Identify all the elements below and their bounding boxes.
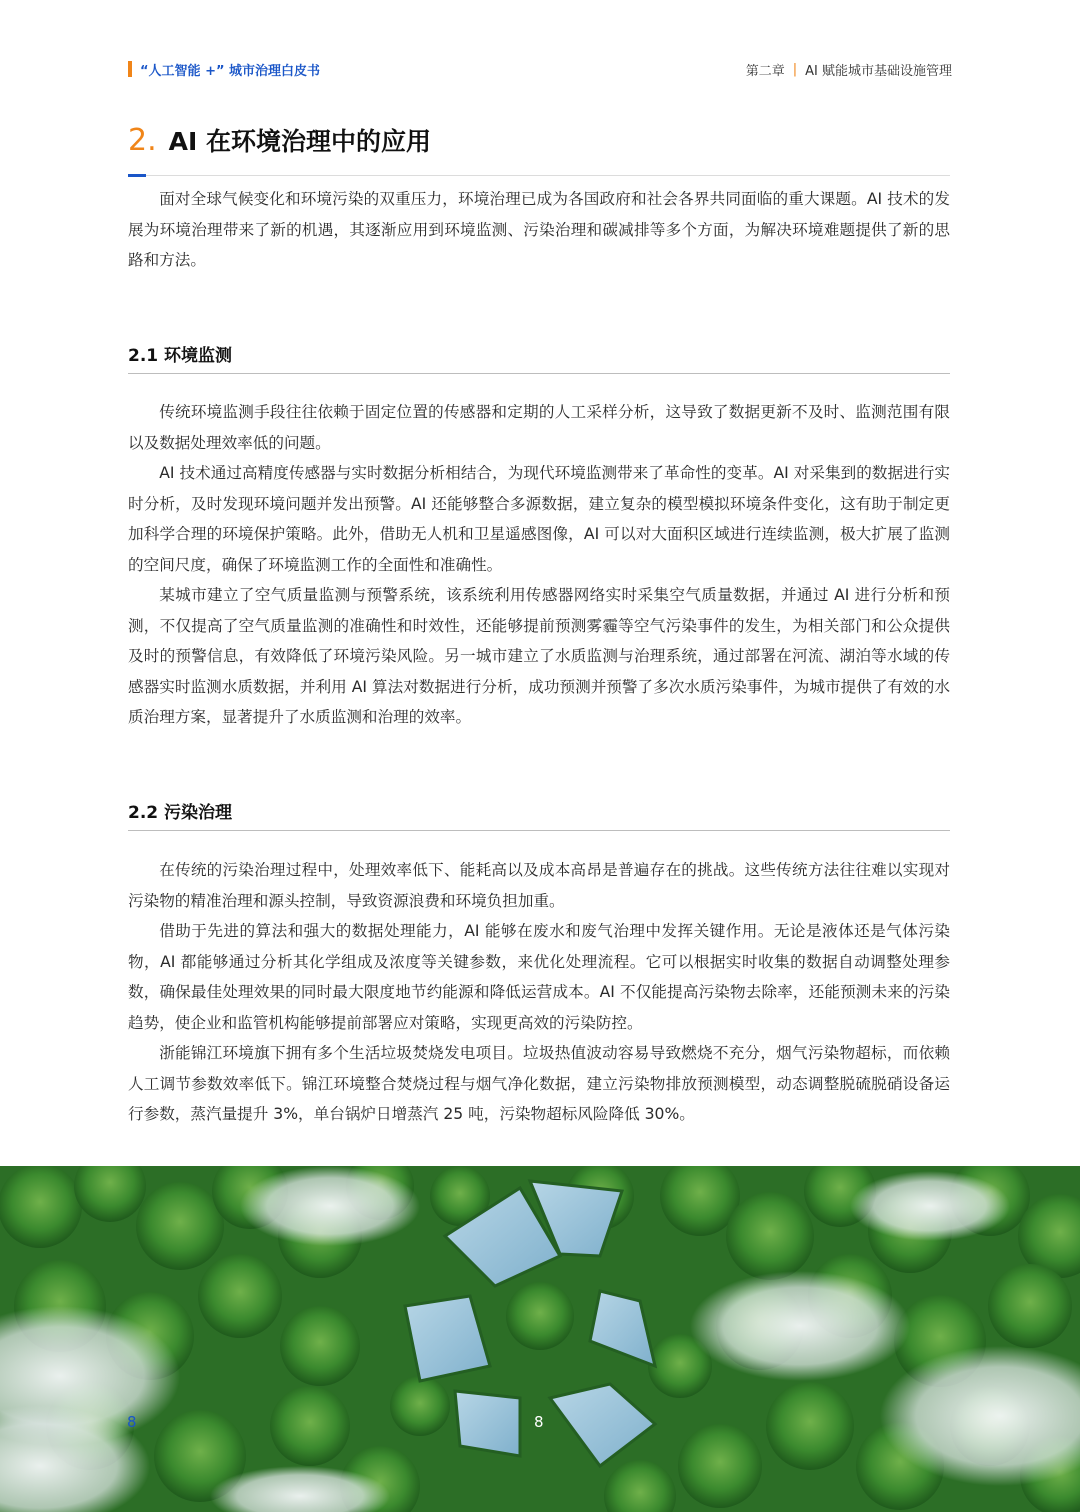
intro-paragraph: 面对全球气候变化和环境污染的双重压力，环境治理已成为各国政府和社会各界共同面临的重大课题。AI 技术的发展为环境治理带来了新的机遇，其逐渐应用到环境监测、污染治理和碳减排等多个方面，为解决环境难题提供了新的思路和方法。	[128, 190, 950, 269]
section-title: AI 在环境治理中的应用	[168, 127, 431, 156]
section-rule-accent	[128, 174, 146, 177]
page-number-center: 8	[534, 1413, 544, 1431]
subsection-rule	[128, 373, 950, 374]
header-divider: |	[792, 61, 798, 77]
paragraph: 传统环境监测手段往往依赖于固定位置的传感器和定期的人工采样分析，这导致了数据更新不及时、监测范围有限以及数据处理效率低的问题。	[128, 403, 950, 452]
paragraph: AI 技术通过高精度传感器与实时数据分析相结合，为现代环境监测带来了革命性的变革。AI 对采集到的数据进行实时分析，及时发现环境问题并发出预警。AI 还能够整合多源数据，建立复杂的模型模拟环境条件变化，这有助于制定更加科学合理的环境保护策略。此外，借助无人机和卫星遥感图像，AI 可以对大面积区域进行连续监测，极大扩展了监测的空间尺度，确保了环境监测工作的全面性和准确性。	[128, 464, 950, 574]
paragraph: 借助于先进的算法和强大的数据处理能力，AI 能够在废水和废气治理中发挥关键作用。无论是液体还是气体污染物，AI 都能够通过分析其化学组成及浓度等关键参数，来优化处理流程。它可以根据实时收集的数据自动调整处理参数，确保最佳处理效果的同时最大限度地节约能源和降低运营成本。AI 不仅能提高污染物去除率，还能预测未来的污染趋势，使企业和监管机构能够提前部署应对策略，实现更高效的污染防控。	[128, 922, 950, 1032]
section-number: 2.	[128, 123, 157, 158]
section-intro	[128, 184, 950, 276]
page-number: 8	[127, 1413, 137, 1431]
section-heading	[128, 122, 431, 158]
document-title: “人工智能 +” 城市治理白皮书	[140, 63, 321, 79]
paragraph: 某城市建立了空气质量监测与预警系统，该系统利用传感器网络实时采集空气质量数据，并通过 AI 进行分析和预测，不仅提高了空气质量监测的准确性和时效性，还能够提前预测雾霾等空气污染事件的发生，为相关部门和公众提供及时的预警信息，有效降低了环境污染风险。另一城市建立了水质监测与治理系统，通过部署在河流、湖泊等水域的传感器实时监测水质数据，并利用 AI 算法对数据进行分析，成功预测并预警了多次水质污染事件，为城市提供了有效的水质治理方案，显著提升了水质监测和治理的效率。	[128, 586, 950, 726]
section-rule	[128, 175, 950, 176]
recycle-icon	[0, 1166, 1080, 1512]
forest-recycle-photo	[0, 1166, 1080, 1512]
chapter-label: 第二章	[745, 63, 785, 79]
header-accent-bar	[128, 61, 132, 77]
subsection-title-monitoring: 2.1 环境监测	[128, 346, 233, 366]
subsection-body-monitoring	[128, 397, 950, 733]
chapter-title: AI 赋能城市基础设施管理	[805, 63, 952, 79]
header-right	[746, 60, 952, 78]
paragraph: 浙能锦江环境旗下拥有多个生活垃圾焚烧发电项目。垃圾热值波动容易导致燃烧不充分，烟气污染物超标，而依赖人工调节参数效率低下。锦江环境整合焚烧过程与烟气净化数据，建立污染物排放预测模型，动态调整脱硫脱硝设备运行参数，蒸汽量提升 3%，单台锅炉日增蒸汽 25 吨，污染物超标风险降低 30%。	[128, 1044, 950, 1123]
subsection-rule	[128, 830, 950, 831]
header-left	[128, 60, 320, 78]
paragraph: 在传统的污染治理过程中，处理效率低下、能耗高以及成本高昂是普遍存在的挑战。这些传统方法往往难以实现对污染物的精准治理和源头控制，导致资源浪费和环境负担加重。	[128, 861, 950, 910]
subsection-body-pollution	[128, 855, 950, 1130]
subsection-title-pollution: 2.2 污染治理	[128, 803, 233, 823]
